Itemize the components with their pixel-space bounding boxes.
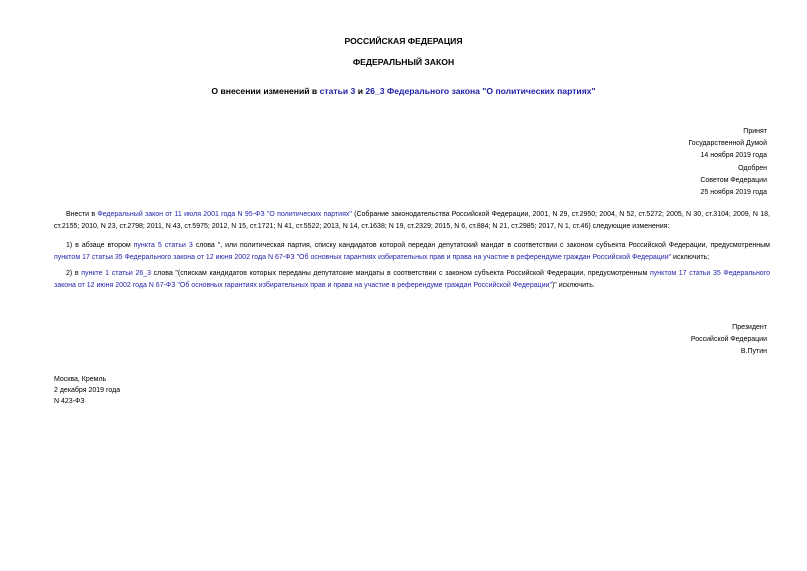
law-type-heading: ФЕДЕРАЛЬНЫЙ ЗАКОН [352,57,455,67]
footer-place: Москва, Кремль [54,376,107,383]
country-heading: РОССИЙСКАЯ ФЕДЕРАЦИЯ [344,36,463,46]
p3-link-point-1[interactable]: пункте 1 статьи 26_3 [81,270,152,277]
adoption-date: 14 ноября 2019 года [700,152,767,160]
adoption-line: Государственной Думой [688,140,767,148]
paragraph-item-2 [54,268,770,291]
p1-suffix: (Собрание законодательства Российской Федерации, 2001, N 29, ст.2950; 2004, N 52, ст.5272; 2005, N 30, ст.3104; 2009, N 18, ст.2155; 2010, N 23, ст.2798; 2011, N 43, ст.5975; 2012, N 15, ст.1721; N 41, ст.5522; 2013, N 14, ст.1638; N 19, ст.2329; 2015, N 6, ст.884; N 21, ст.2985; 2017, N 1, ст.46) следующие изменения: [54,211,771,230]
p2-suffix: исключить; [671,253,710,261]
signature-org: Российской Федерации [690,336,767,344]
approval-line: Советом Федерации [700,176,767,184]
p1-link-federal-law[interactable]: Федеральный закон от 11 июля 2001 года N 95-ФЗ "О политических партиях" [97,211,352,218]
p3-link-point-17[interactable]: пунктом 17 статьи 35 Федерального закона от 12 июня 2002 года N 67-ФЗ "Об основных гарантиях избирательных прав и права на участие в референдуме граждан Российской Федерации" [54,270,770,289]
paragraph-intro [54,209,770,232]
title-link-article-26-3[interactable]: 26_3 [365,86,385,96]
adoption-block [567,126,767,199]
footer-block [54,375,120,407]
adoption-line: Принят [743,128,767,135]
p1-prefix: Внести в [66,211,98,218]
footer-date: 2 декабря 2019 года [54,386,121,394]
paragraph-item-1 [54,240,770,263]
signature-name: В.Путин [740,348,767,356]
title-mid: и [355,86,366,96]
p3-prefix: 2) в [66,270,82,277]
p3-suffix: )" исключить. [551,281,595,289]
title-link-article-3[interactable]: статьи 3 [319,86,356,96]
approval-date: 25 ноября 2019 года [700,189,767,197]
approval-line: Одобрен [738,164,767,172]
footer-number: N 423-ФЗ [54,397,85,405]
p3-mid: слова "(спискам кандидатов которых переданы депутатские мандаты в соответствии с законом субъекта Российской Федерации, предусмотренным [151,270,651,277]
title-prefix: О внесении изменений в [211,86,320,96]
p2-link-point-5[interactable]: пункта 5 статьи 3 [133,242,193,249]
p2-link-point-17[interactable]: пунктом 17 статьи 35 Федерального закона от 12 июня 2002 года N 67-ФЗ "Об основных гарантиях избирательных прав и права на участие в референдуме граждан Российской Федерации" [54,253,672,261]
p2-mid: слова ", или политическая партия, списку кандидатов которой передан депутатский мандат в соответствии с законом субъекта Российской Федерации, предусмотренным [192,242,770,249]
signature-block [567,322,767,359]
signature-title: Президент [732,324,767,331]
law-title [0,86,807,96]
title-link-federal-law[interactable]: Федерального закона "О политических партиях" [386,86,596,96]
p2-prefix: 1) в абзаце втором [66,242,134,249]
